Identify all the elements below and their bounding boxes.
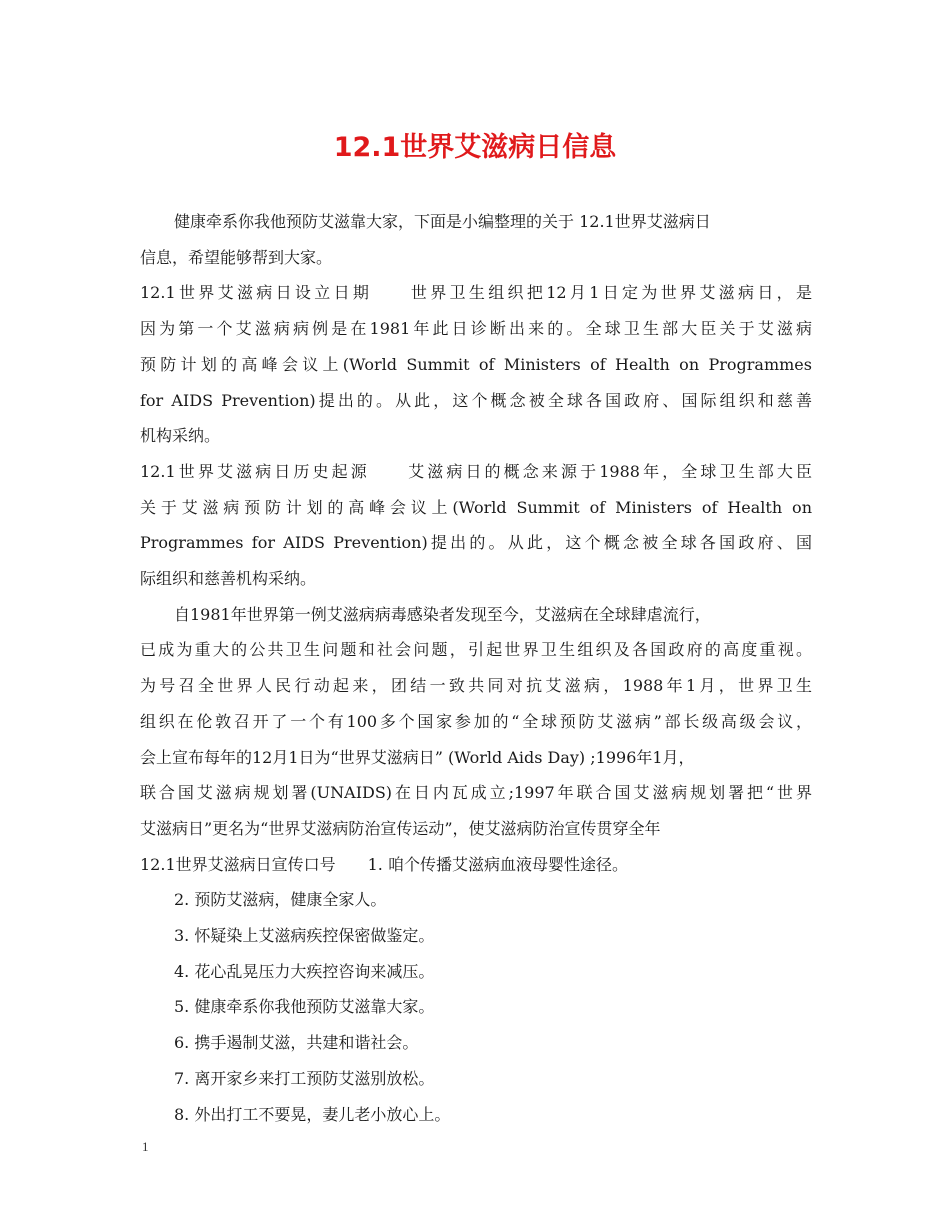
text-line: 为号召全世界人民行动起来，团结一致共同对抗艾滋病，1988年1月，世界卫生	[140, 676, 812, 696]
text-line: 12.1世界艾滋病日历史起源 艾滋病日的概念来源于1988年，全球卫生部大臣	[140, 461, 812, 481]
text-line: 联合国艾滋病规划署(UNAIDS)在日内瓦成立;1997年联合国艾滋病规划署把“世界	[140, 783, 812, 803]
text-line: 会上宣布每年的12月1日为“世界艾滋病日” (World Aids Day) ;1996年1月，	[140, 747, 695, 767]
text-line: 因为第一个艾滋病病例是在1981年此日诊断出来的。全球卫生部大臣关于艾滋病	[140, 319, 812, 339]
list-item: 7. 离开家乡来打工预防艾滋别放松。	[174, 1068, 435, 1088]
text-line: 预防计划的高峰会议上(World Summit of Ministers of Health on Programmes	[140, 354, 812, 374]
text-line: for AIDS Prevention)提出的。从此，这个概念被全球各国政府、国际组织和慈善	[140, 390, 812, 410]
list-item: 5. 健康牵系你我他预防艾滋靠大家。	[174, 997, 435, 1017]
text-line: Programmes for AIDS Prevention)提出的。从此，这个概念被全球各国政府、国	[140, 533, 812, 553]
text-line: 自1981年世界第一例艾滋病病毒感染者发现至今，艾滋病在全球肆虐流行，	[174, 604, 711, 624]
document-title: 12.1世界艾滋病日信息	[333, 132, 617, 163]
list-item: 6. 携手遏制艾滋，共建和谐社会。	[174, 1033, 419, 1053]
text-line: 机构采纳。	[140, 426, 221, 446]
list-item: 2. 预防艾滋病，健康全家人。	[174, 890, 387, 910]
list-item: 3. 怀疑染上艾滋病疾控保密做鉴定。	[174, 926, 435, 946]
text-line: 12.1世界艾滋病日设立日期 世界卫生组织把12月1日定为世界艾滋病日，是	[140, 283, 812, 303]
list-item: 8. 外出打工不要晃，妻儿老小放心上。	[174, 1104, 451, 1124]
text-line: 组织在伦敦召开了一个有100多个国家参加的“全球预防艾滋病”部长级高级会议，	[140, 711, 812, 731]
text-line: 艾滋病日”更名为“世界艾滋病防治宣传运动”，使艾滋病防治宣传贯穿全年	[140, 818, 661, 838]
document-body	[140, 204, 812, 1132]
page-number: 1	[142, 1139, 149, 1154]
text-line: 信息，希望能够帮到大家。	[140, 247, 333, 267]
list-item: 4. 花心乱晃压力大疾控咨询来减压。	[174, 961, 435, 981]
text-line: 已成为重大的公共卫生问题和社会问题，引起世界卫生组织及各国政府的高度重视。	[140, 640, 812, 660]
text-line: 12.1世界艾滋病日宣传口号 1. 咱个传播艾滋病血液母婴性途径。	[140, 854, 628, 874]
text-line: 关于艾滋病预防计划的高峰会议上(World Summit of Ministers of Health on	[140, 497, 812, 517]
text-line: 健康牵系你我他预防艾滋靠大家，下面是小编整理的关于 12.1世界艾滋病日	[174, 212, 711, 231]
text-line: 际组织和慈善机构采纳。	[140, 569, 317, 589]
